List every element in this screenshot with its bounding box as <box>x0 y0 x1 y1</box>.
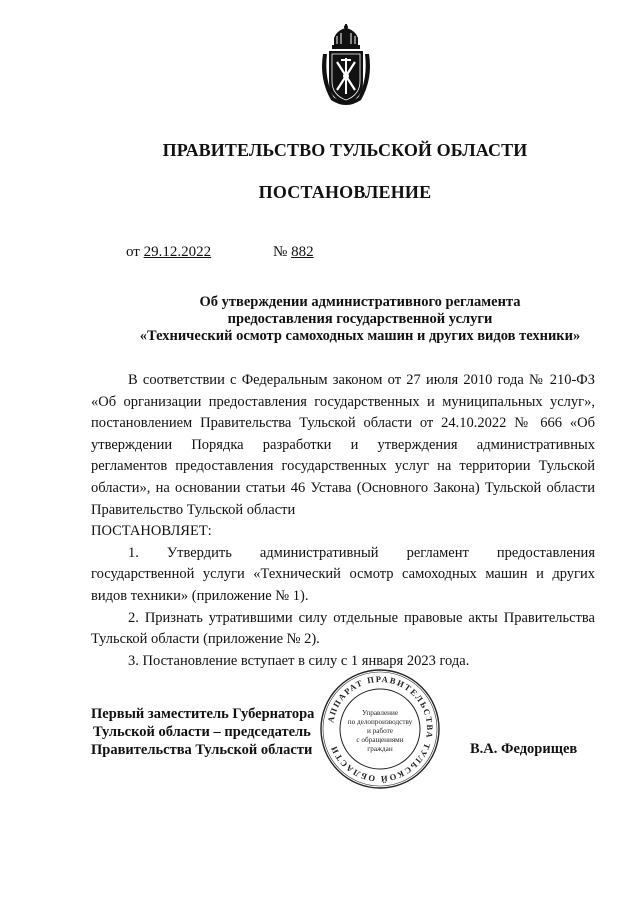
date-prefix: от <box>126 244 144 260</box>
document-number-line <box>273 244 314 261</box>
document-subject <box>80 294 640 345</box>
tula-region-coat-of-arms-icon <box>317 24 375 108</box>
item-2-paragraph: 2. Признать утратившими силу отдельные правовые акты Правительства Тульской области (приложение № 2). <box>91 609 595 648</box>
item-3-paragraph: 3. Постановление вступает в силу с 1 января 2023 года. <box>128 652 470 669</box>
stamp-center-line-5: граждан <box>367 745 393 753</box>
subject-line-2: предоставления государственной услуги <box>227 311 493 327</box>
item-1-paragraph: 1. Утвердить административный регламент предоставления государственной услуги «Технический осмотр самоходных машин и других видов техники» (приложение № 1). <box>91 544 595 604</box>
resolves-heading: ПОСТАНОВЛЯЕТ: <box>91 523 212 540</box>
stamp-center-line-1: Управление <box>361 709 399 717</box>
document-body <box>91 370 595 672</box>
document-type: ПОСТАНОВЛЕНИЕ <box>258 182 432 202</box>
stamp-ring-text: АППАРАТ ПРАВИТЕЛЬСТВА ТУЛЬСКОЙ ОБЛАСТИ <box>325 673 436 785</box>
stamp-center-line-2: по делопроизводству <box>347 718 413 726</box>
number-prefix: № <box>273 244 292 260</box>
position-line-2: Тульской области – председатель <box>93 724 311 740</box>
stamp-center-line-3: и работе <box>367 727 393 735</box>
government-title: ПРАВИТЕЛЬСТВО ТУЛЬСКОЙ ОБЛАСТИ <box>162 140 528 160</box>
official-stamp <box>318 667 442 791</box>
signatory-position <box>91 705 314 759</box>
position-line-1: Первый заместитель Губернатора <box>91 706 315 722</box>
position-line-3: Правительства Тульской области <box>91 742 313 758</box>
document-date: 29.12.2022 <box>143 244 212 260</box>
signer-name: В.А. Федорищев <box>470 741 578 757</box>
preamble-paragraph: В соответствии с Федеральным законом от 27 июля 2010 года № 210-ФЗ «Об организации предоставления государственных и муниципальных услуг», постановлением Правительства Тульской области от 24.10.2022 № 666 «Об утверждении Порядка разработки и утверждения административных регламентов предоставления государственных услуг на территории Тульской области», на основании статьи 46 Устава (Основного Закона) Тульской области Правительство Тульской области <box>91 372 595 518</box>
subject-line-1: Об утверждении административного регламента <box>199 294 521 310</box>
stamp-center-line-4: с обращениями <box>356 736 404 744</box>
subject-line-3: «Технический осмотр самоходных машин и других видов техники» <box>139 328 581 344</box>
document-number: 882 <box>291 244 314 260</box>
document-date-line <box>126 244 211 261</box>
